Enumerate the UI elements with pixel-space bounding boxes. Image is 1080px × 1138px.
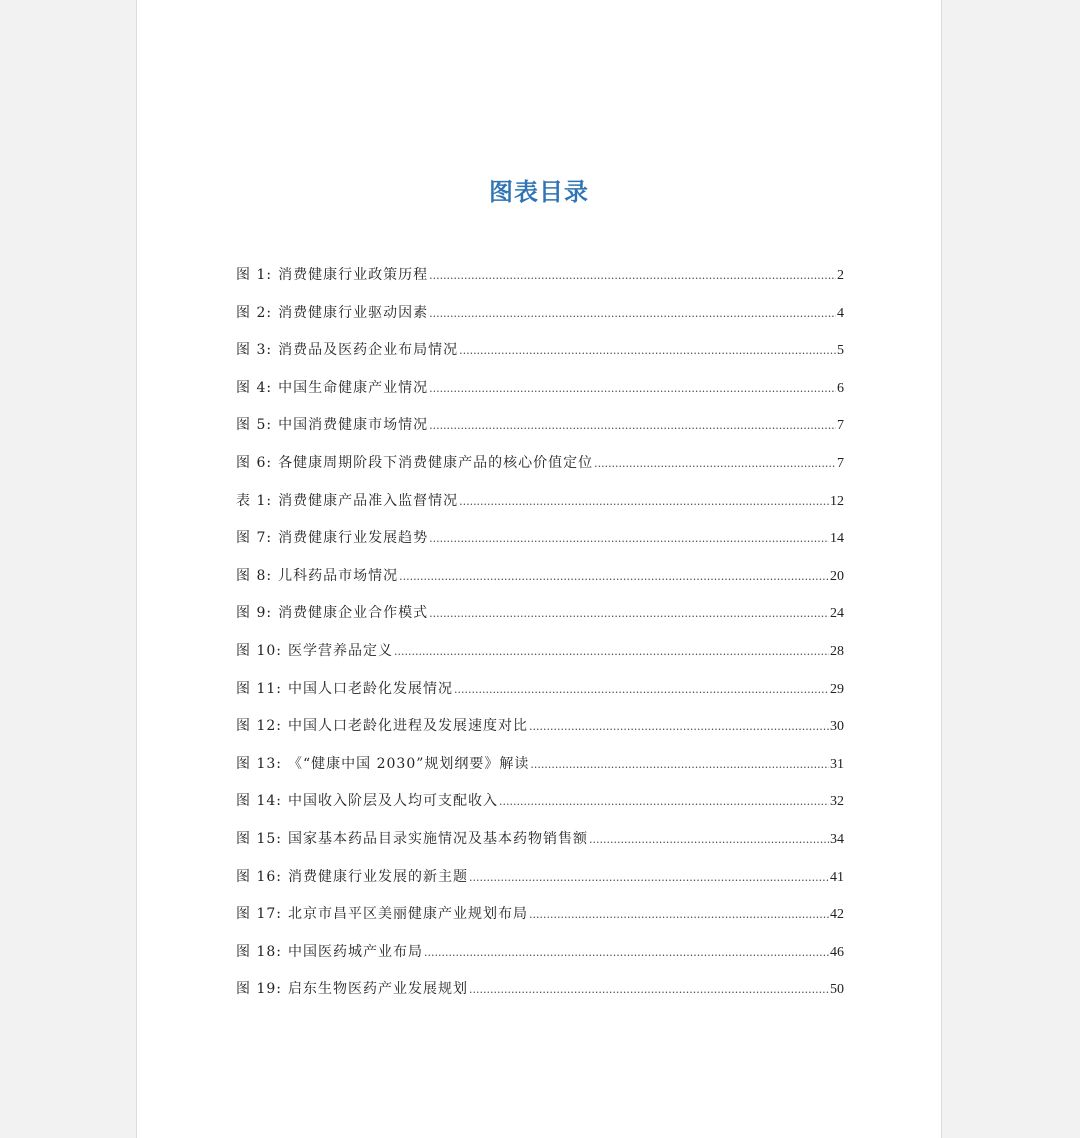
toc-entry-number: 图 4: — [236, 379, 273, 396]
toc-entry-number: 图 14: — [236, 793, 282, 810]
toc-leader-dots — [394, 645, 829, 658]
toc-page-number: 12 — [830, 493, 844, 509]
toc-entry[interactable] — [236, 377, 844, 415]
toc-entry[interactable] — [236, 490, 844, 528]
toc-entry-number: 图 13: — [236, 755, 282, 772]
toc-entry-number: 图 17: — [236, 906, 282, 923]
toc-leader-dots — [459, 344, 836, 357]
toc-entry-title: 启东生物医药产业发展规划 — [287, 981, 468, 998]
toc-leader-dots — [424, 946, 829, 959]
toc-page-number: 6 — [837, 380, 844, 396]
toc-entry-title: 消费健康行业发展趋势 — [278, 530, 429, 547]
toc-entry-title: 中国收入阶层及人均可支配收入 — [287, 793, 498, 810]
toc-entry-title: 中国生命健康产业情况 — [278, 379, 429, 396]
toc-leader-dots — [429, 419, 836, 432]
toc-leader-dots — [594, 457, 836, 470]
toc-entry-number: 图 3: — [236, 342, 273, 359]
toc-entry-title: 消费健康企业合作模式 — [278, 605, 429, 622]
toc-entry-title: 消费品及医药企业布局情况 — [278, 342, 459, 359]
toc-entry[interactable] — [236, 753, 844, 791]
toc-leader-dots — [429, 307, 836, 320]
toc-leader-dots — [399, 570, 829, 583]
toc-page-number: 28 — [830, 643, 844, 659]
toc-page-number: 24 — [830, 606, 844, 622]
toc-leader-dots — [429, 607, 829, 620]
toc-entry-title: 中国人口老龄化发展情况 — [287, 680, 453, 697]
toc-leader-dots — [429, 532, 829, 545]
toc-entry[interactable] — [236, 302, 844, 340]
toc-entry-title: 中国人口老龄化进程及发展速度对比 — [287, 718, 528, 735]
toc-entry[interactable] — [236, 264, 844, 302]
toc-entry-title: 消费健康行业政策历程 — [278, 267, 429, 283]
toc-leader-dots — [529, 908, 829, 921]
toc-entry[interactable] — [236, 715, 844, 753]
toc-entry-number: 图 11: — [236, 680, 282, 697]
toc-page-number: 20 — [830, 568, 844, 584]
toc-entry-title: 《“健康中国 2030”规划纲要》解读 — [287, 755, 530, 772]
toc-page-number: 34 — [830, 831, 844, 847]
toc-entry[interactable] — [236, 640, 844, 678]
toc-entry-number: 表 1: — [236, 492, 273, 509]
toc-leader-dots — [499, 795, 829, 808]
toc-page-number: 41 — [830, 869, 844, 885]
toc-page-number: 2 — [837, 268, 844, 283]
toc-leader-dots — [469, 983, 829, 996]
toc-entry[interactable] — [236, 866, 844, 904]
toc-entry-number: 图 16: — [236, 868, 282, 885]
toc-entry[interactable] — [236, 414, 844, 452]
page-title: 图表目录 — [489, 177, 589, 206]
toc-entry[interactable] — [236, 678, 844, 716]
toc-entry[interactable] — [236, 903, 844, 941]
toc-page-number: 29 — [830, 681, 844, 697]
document-page — [136, 0, 942, 1138]
toc-page-number: 42 — [830, 907, 844, 923]
toc-entry-number: 图 2: — [236, 304, 273, 321]
toc-page-number: 7 — [837, 455, 844, 471]
toc-entry[interactable] — [236, 978, 844, 1016]
toc-page-number: 5 — [837, 343, 844, 359]
toc-entry-number: 图 8: — [236, 567, 273, 584]
toc-entry[interactable] — [236, 452, 844, 490]
toc-entry-title: 医学营养品定义 — [287, 642, 393, 659]
toc-entry-title: 中国医药城产业布局 — [287, 943, 423, 960]
toc-leader-dots — [459, 495, 829, 508]
toc-entry-title: 消费健康行业驱动因素 — [278, 304, 429, 321]
toc-entry[interactable] — [236, 602, 844, 640]
toc-entry[interactable] — [236, 565, 844, 603]
toc-entry-title: 消费健康产品准入监督情况 — [278, 492, 459, 509]
toc-page-number: 31 — [830, 756, 844, 772]
toc-entry-number: 图 12: — [236, 718, 282, 735]
toc-leader-dots — [529, 720, 829, 733]
toc-entry[interactable] — [236, 828, 844, 866]
toc-entry-number: 图 9: — [236, 605, 273, 622]
toc-entry[interactable] — [236, 941, 844, 979]
toc-entry-number: 图 7: — [236, 530, 273, 547]
toc-entry-number: 图 5: — [236, 417, 273, 434]
toc-entry-number: 图 15: — [236, 830, 282, 847]
toc-page-number: 46 — [830, 944, 844, 960]
toc-entry-number: 图 10: — [236, 642, 282, 659]
toc-page-number: 14 — [830, 531, 844, 547]
toc-entry-title: 各健康周期阶段下消费健康产品的核心价值定位 — [278, 454, 594, 471]
toc-entry-number: 图 18: — [236, 943, 282, 960]
toc-entry[interactable] — [236, 527, 844, 565]
toc-leader-dots — [589, 833, 829, 846]
toc-leader-dots — [469, 871, 829, 884]
toc-entry-title: 消费健康行业发展的新主题 — [287, 868, 468, 885]
toc-entry-title: 北京市昌平区美丽健康产业规划布局 — [287, 906, 528, 923]
toc-leader-dots — [429, 382, 836, 395]
toc-page-number: 50 — [830, 982, 844, 998]
toc-page-number: 32 — [830, 794, 844, 810]
toc-entry-number: 图 19: — [236, 981, 282, 998]
toc-page-number: 4 — [837, 305, 844, 321]
toc-entry-title: 儿科药品市场情况 — [278, 567, 399, 584]
toc-leader-dots — [530, 758, 829, 771]
toc-entry-title: 中国消费健康市场情况 — [278, 417, 429, 434]
table-of-figures — [236, 264, 844, 1016]
toc-entry[interactable] — [236, 339, 844, 377]
toc-entry-number: 图 1: — [236, 267, 273, 283]
toc-entry-title: 国家基本药品目录实施情况及基本药物销售额 — [287, 830, 588, 847]
toc-page-number: 7 — [837, 418, 844, 434]
toc-entry[interactable] — [236, 790, 844, 828]
toc-entry-number: 图 6: — [236, 454, 273, 471]
toc-leader-dots — [429, 269, 836, 282]
toc-leader-dots — [454, 683, 829, 696]
toc-page-number: 30 — [830, 719, 844, 735]
